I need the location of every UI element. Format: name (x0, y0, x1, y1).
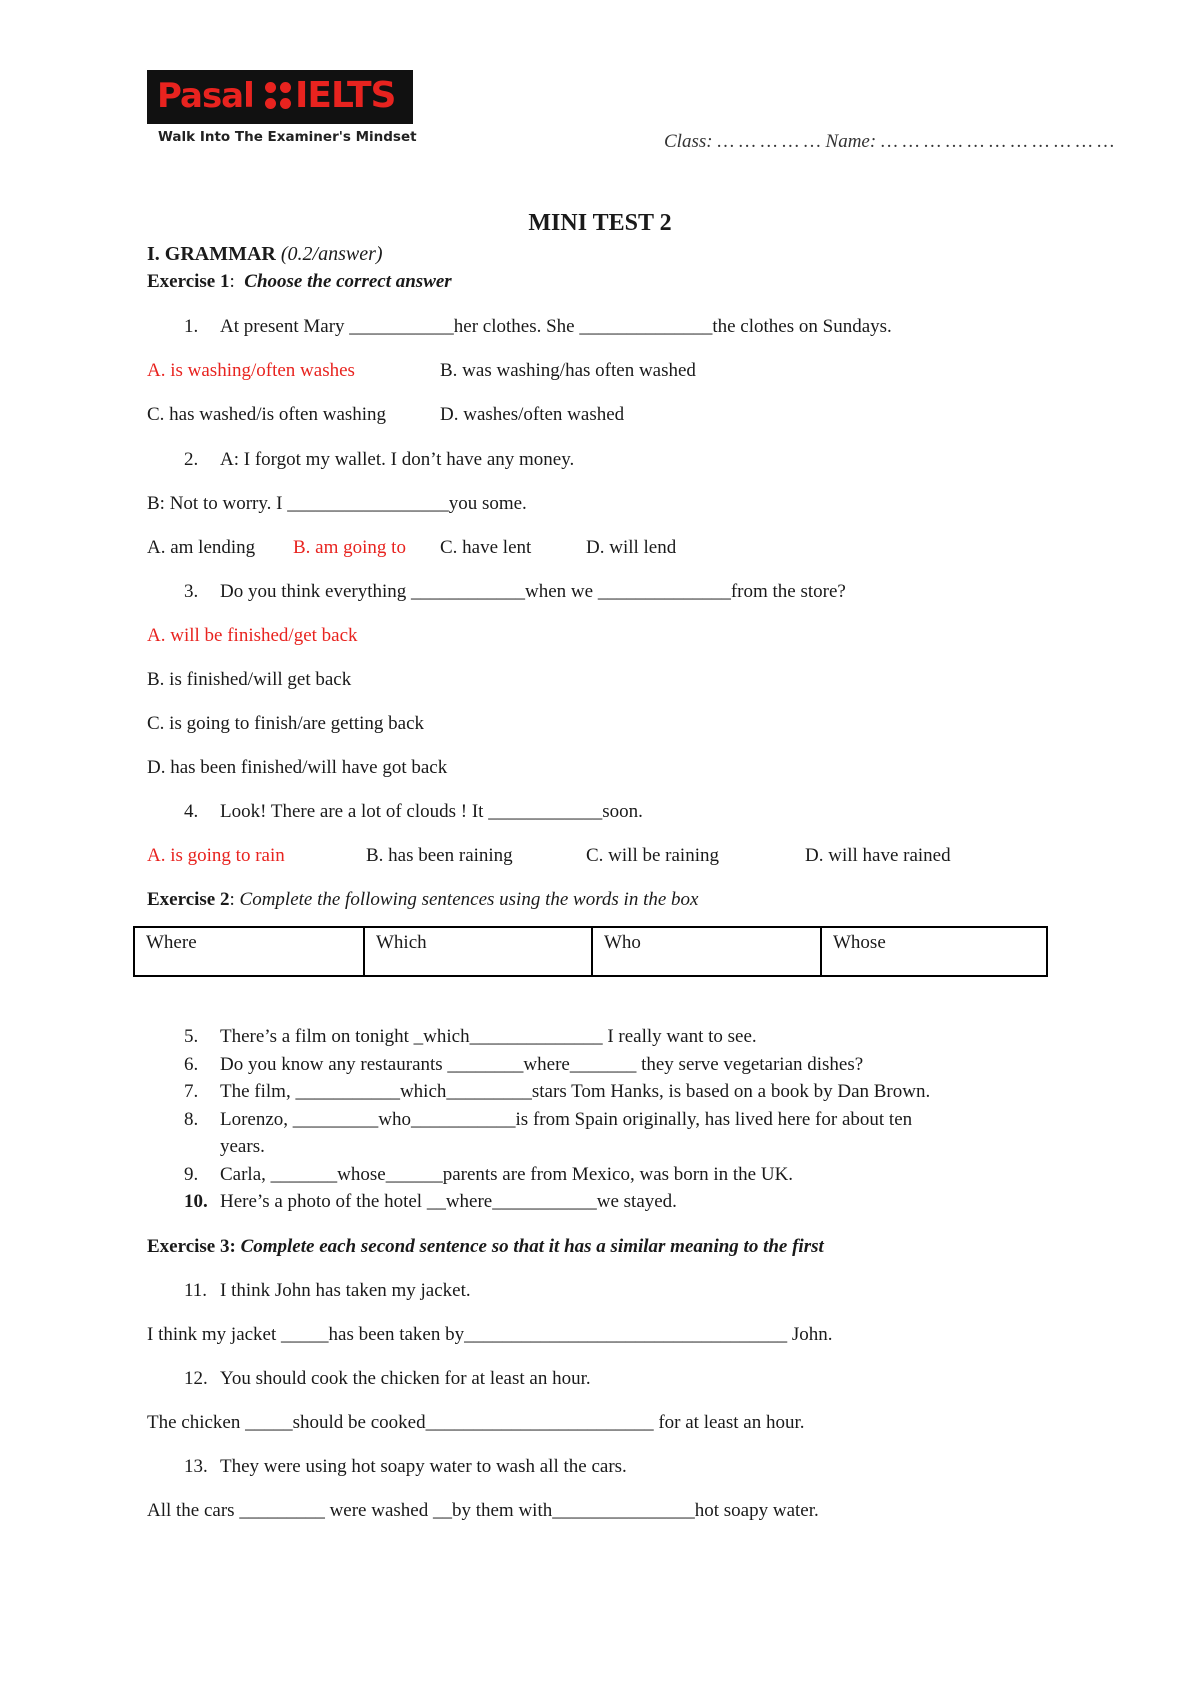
item-answer: I think my jacket _____has been taken by__________________________________ John. (147, 1324, 833, 1345)
word-box-word: Which (376, 932, 427, 953)
question-text: Do you think everything ____________when we ______________from the store? (220, 581, 846, 602)
item-text: The film, ___________which_________stars Tom Hanks, is based on a book by Dan Brown. (220, 1081, 931, 1102)
word-box-cell (135, 928, 363, 975)
section-points: (0.2/answer) (280, 243, 383, 265)
item-answer: All the cars _________ were washed __by them with_______________hot soapy water. (147, 1500, 819, 1521)
section-label: I. GRAMMAR (147, 243, 276, 265)
question-line2: B: Not to worry. I _________________you some. (147, 493, 527, 514)
item-text: There’s a film on tonight _which______________ I really want to see. (220, 1026, 757, 1047)
option-b: B. is finished/will get back (147, 669, 352, 690)
exercise-3-label: Exercise 3: (147, 1236, 236, 1257)
item-text: Lorenzo, _________who___________is from Spain originally, has lived here for about ten (220, 1109, 913, 1130)
option-a: A. am lending (147, 537, 256, 558)
item-number: 12. (184, 1368, 208, 1389)
exercise-2-heading (147, 888, 698, 912)
exercise-3-heading (147, 1235, 824, 1259)
option-c: C. is going to finish/are getting back (147, 713, 425, 734)
item-text: Here’s a photo of the hotel __where___________we stayed. (220, 1191, 677, 1212)
exercise-3-instruction: Complete each second sentence so that it has a similar meaning to the first (240, 1236, 824, 1257)
option-d: D. has been finished/will have got back (147, 757, 448, 778)
option-a: A. is going to rain (147, 845, 285, 866)
exercise-1-sep: : (229, 271, 235, 292)
item-text: Carla, _______whose______parents are from Mexico, was born in the UK. (220, 1164, 794, 1185)
option-c: C. will be raining (586, 845, 719, 866)
option-b: B. am going to (293, 537, 406, 558)
option-c: C. has washed/is often washing (147, 404, 387, 425)
item-number: 5. (184, 1026, 199, 1047)
exercise-1-heading (147, 270, 452, 294)
item-answer: The chicken _____should be cooked________________________ for at least an hour. (147, 1412, 805, 1433)
exercise-2-instruction: Complete the following sentences using the words in the box (239, 889, 699, 910)
question-text: A: I forgot my wallet. I don’t have any money. (220, 449, 575, 470)
logo-tagline: Walk Into The Examiner's Mindset (158, 129, 417, 145)
item-number: 9. (184, 1164, 199, 1185)
item-text: Do you know any restaurants ________where_______ they serve vegetarian dishes? (220, 1054, 864, 1075)
item-number: 7. (184, 1081, 199, 1102)
item-number: 13. (184, 1456, 208, 1477)
section-heading (147, 242, 383, 266)
exercise-1-instruction: Choose the correct answer (244, 271, 452, 292)
logo-dots-icon (265, 82, 293, 112)
option-d: D. will lend (586, 537, 677, 558)
logo-brand-right: IELTS (295, 75, 396, 116)
question-number: 2. (184, 449, 199, 470)
exercise-2-sep: : (229, 889, 235, 910)
option-b: B. has been raining (366, 845, 513, 866)
word-box-cell (593, 928, 821, 975)
word-box-word: Whose (833, 932, 886, 953)
option-d: D. washes/often washed (440, 404, 625, 425)
question-number: 4. (184, 801, 199, 822)
word-box-word: Where (146, 932, 197, 953)
class-name-line: Class: … … … … … Name: … … … … … … … … … … … (664, 131, 1115, 152)
option-b: B. was washing/has often washed (440, 360, 696, 381)
word-box-cell (822, 928, 1048, 975)
question-number: 1. (184, 316, 199, 337)
question-text: At present Mary ___________her clothes. She ______________the clothes on Sundays. (220, 316, 892, 337)
option-d: D. will have rained (805, 845, 951, 866)
brand-logo (147, 70, 413, 124)
question-text: Look! There are a lot of clouds ! It ____________soon. (220, 801, 643, 822)
item-number: 10. (184, 1191, 208, 1212)
option-a: A. is washing/often washes (147, 360, 355, 381)
logo-brand-left: Pasal (157, 76, 254, 116)
question-number: 3. (184, 581, 199, 602)
exercise-2-label: Exercise 2 (147, 889, 230, 910)
item-continuation: years. (220, 1136, 265, 1157)
exercise-1-label: Exercise 1 (147, 271, 230, 292)
word-box-word: Who (604, 932, 641, 953)
item-text: I think John has taken my jacket. (220, 1280, 471, 1301)
item-text: They were using hot soapy water to wash all the cars. (220, 1456, 627, 1477)
item-text: You should cook the chicken for at least an hour. (220, 1368, 591, 1389)
word-box (133, 926, 1048, 977)
item-number: 11. (184, 1280, 208, 1301)
page-title: MINI TEST 2 (528, 210, 672, 236)
item-number: 8. (184, 1109, 199, 1130)
word-box-cell (365, 928, 593, 975)
item-number: 6. (184, 1054, 199, 1075)
option-a: A. will be finished/get back (147, 625, 358, 646)
option-c: C. have lent (440, 537, 532, 558)
